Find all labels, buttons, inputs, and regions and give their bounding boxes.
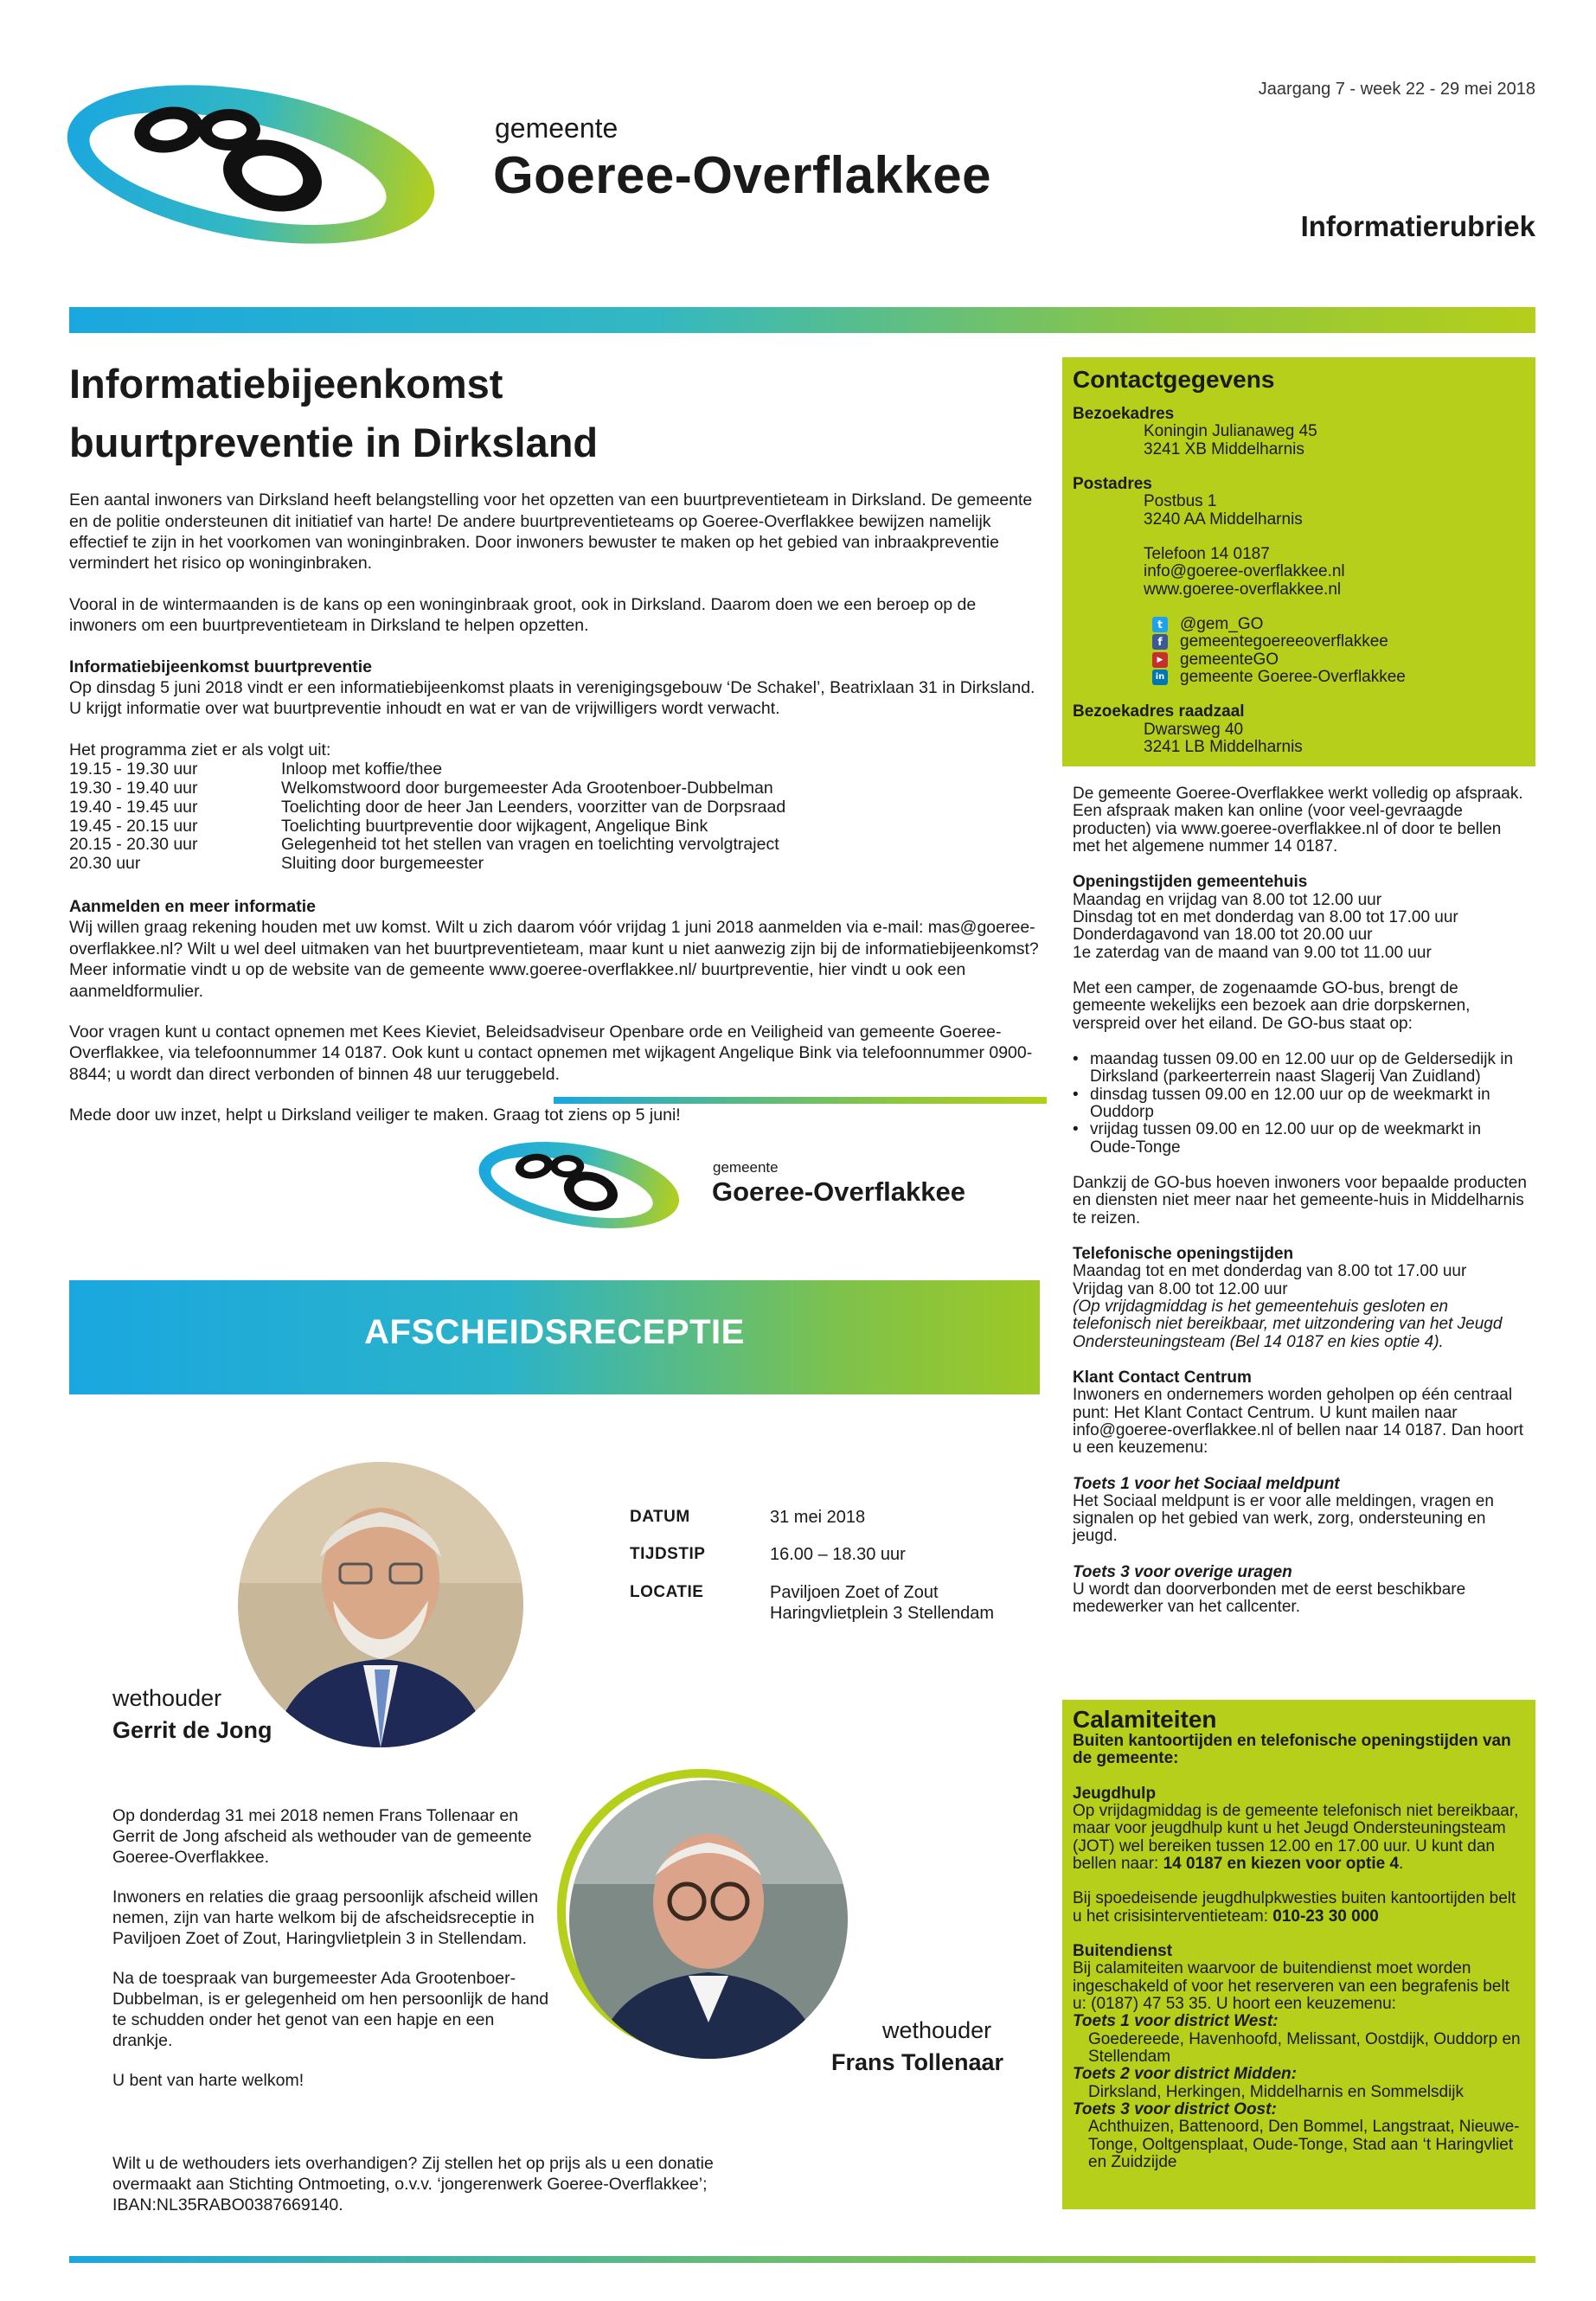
donation-note: Wilt u de wethouders iets overhandigen? Zij stellen het op prijs als u een donatie overmaakt aan Stichting Ontmoeting, o.v.v. ‘jongerenwerk Goeree-Overflakkee’; IBAN:NL35RABO0387669140.: [112, 2154, 714, 2214]
council-line2: 3241 LB Middelharnis: [1144, 737, 1303, 756]
rubric-title: Informatierubriek: [1300, 210, 1535, 242]
article-title-line2: buurtpreventie in Dirksland: [69, 420, 599, 466]
toets3-text: U wordt dan doorverbonden met de eerst beschikbare medewerker van het callcenter.: [1073, 1580, 1466, 1617]
municipality-logo-small: [478, 1138, 685, 1233]
calamities-title: Calamiteiten: [1073, 1706, 1217, 1733]
council-label: Bezoekadres raadzaal: [1073, 702, 1245, 721]
program-time: 20.15 - 20.30 uur: [69, 835, 198, 855]
council-line1: Dwarsweg 40: [1144, 720, 1244, 739]
sidebar-appointment: De gemeente Goeree-Overflakkee werkt volledig op afspraak. Een afspraak maken kan online (voor veel-gevraagde producten) via www.goeree-overflakkee.nl of door te bellen met het algemene nummer 14 0187.: [1073, 785, 1523, 856]
toets1-text: Het Sociaal meldpunt is er voor alle meldingen, vragen en signalen op het gebied van werk, zorg, ondersteuning en jeugd.: [1073, 1491, 1494, 1546]
toets1-label: Toets 1 voor het Sociaal meldpunt: [1073, 1474, 1340, 1493]
person2-name: Frans Tollenaar: [831, 2049, 1004, 2075]
social-linkedin-text: gemeente Goeree-Overflakkee: [1180, 667, 1406, 686]
bus-stop-list: [1073, 1051, 1527, 1157]
program-desc: Welkomstwoord door burgemeester Ada Grootenboer-Dubbelman: [281, 778, 773, 798]
event-row: [630, 1507, 994, 1544]
event-key: DATUM: [630, 1508, 690, 1526]
event-value: 16.00 – 18.30 uur: [770, 1545, 906, 1565]
farewell-banner: [69, 1280, 1040, 1394]
social-youtube[interactable]: [1073, 651, 1523, 669]
farewell-paragraph: U bent van harte welkom!: [112, 2070, 304, 2090]
program-intro: Het programma ziet er als volgt uit:: [69, 740, 331, 760]
farewell-paragraph: Na de toespraak van burgemeester Ada Grootenboer-Dubbelman, is er gelegenheid om hen persoonlijk de hand te schudden onder het genot van een hapje en een drankje.: [112, 1968, 549, 2050]
district-label: Toets 2 voor district Midden:: [1073, 2065, 1297, 2084]
district-label: Toets 1 voor district West:: [1073, 2012, 1279, 2031]
event-row: [630, 1544, 994, 1581]
district-places: Achthuizen, Battenoord, Den Bommel, Langstraat, Nieuwe-Tonge, Ooltgensplaat, Oude-Tonge, Stad aan ‘t Haringvliet en Zuidzijde: [1088, 2118, 1520, 2171]
social-linkedin[interactable]: [1073, 669, 1523, 686]
toets3-label: Toets 3 voor overige uragen: [1073, 1562, 1292, 1581]
program-row: [69, 817, 1040, 836]
article-paragraph: Wij willen graag rekening houden met uw komst. Wilt u zich daarom vóór vrijdag 1 juni 2018 aanmelden via e-mail: mas@goeree-overflakkee.nl? Wilt u wel deel uitmaken van het buurtpreventieteam, maar kunt u niet aanwezig zijn bij de informatiebijeenkomst? Meer informatie vindt u op de website van de gemeente www.goeree-overflakkee.nl/ buurtpreventie, hier vindt u ook een aanmeldformulier.: [69, 918, 1039, 1001]
program-time: 19.30 - 19.40 uur: [69, 778, 198, 798]
urgent-phone: 010-23 30 000: [1272, 1907, 1379, 1926]
program-row: [69, 798, 1040, 817]
kcc-label: Klant Contact Centrum: [1073, 1368, 1252, 1387]
event-details: [630, 1507, 994, 1641]
sidebar-info: [1073, 785, 1527, 1617]
farewell-banner-title: AFSCHEIDSRECEPTIE: [364, 1313, 745, 1351]
post-label: Postadres: [1073, 474, 1152, 493]
program-row: [69, 836, 1040, 855]
top-gradient-bar: [69, 307, 1535, 333]
person1-name: Gerrit de Jong: [112, 1717, 272, 1743]
contact-website[interactable]: www.goeree-overflakkee.nl: [1144, 580, 1342, 599]
phone-hours-line: Vrijdag van 8.00 tot 12.00 uur: [1073, 1279, 1288, 1298]
event-key: TIJDSTIP: [630, 1545, 706, 1564]
youtube-icon: ▶: [1152, 652, 1168, 668]
calamities-box: [1062, 1700, 1535, 2209]
hours-line: Donderdagavond van 18.00 tot 20.00 uur: [1073, 926, 1373, 945]
contact-phone: Telefoon 14 0187: [1144, 544, 1270, 563]
kcc-text: Inwoners en ondernemers worden geholpen op één centraal punt: Het Klant Contact Centrum. U kunt mailen naar info@goeree-overflakkee.nl of bellen naar 14 0187. Dan hoort u een keuzemenu:: [1073, 1386, 1524, 1458]
youth-text: Op vrijdagmiddag is de gemeente telefonisch niet bereikbaar, maar voor jeugdhulp kunt u het Jeugd Ondersteuningsteam (JOT) wel bereiken tussen 12.00 en 17.00 uur. U kunt dan bellen naar: 14 0187 en kiezen voor optie 4.: [1073, 1801, 1519, 1873]
article-subheading: Informatiebijeenkomst buurtpreventie: [69, 657, 372, 676]
municipality-logo: [65, 82, 445, 247]
program-desc: Toelichting door de heer Jan Leenders, voorzitter van de Dorpsraad: [281, 797, 786, 817]
portrait-frans-tollenaar: [569, 1780, 848, 2059]
outdoor-label: Buitendienst: [1073, 1941, 1173, 1960]
calamities-subtitle: Buiten kantoortijden en telefonische openingstijden van de gemeente:: [1073, 1731, 1511, 1768]
program-time: 19.45 - 20.15 uur: [69, 816, 198, 836]
district-places: Goedereede, Havenhoofd, Melissant, Oostdijk, Ouddorp en Stellendam: [1088, 2029, 1521, 2066]
social-twitter[interactable]: [1073, 616, 1523, 633]
portrait-gerrit-de-jong: [238, 1462, 523, 1747]
issue-line: Jaargang 7 - week 22 - 29 mei 2018: [1258, 80, 1535, 99]
program-time: 19.40 - 19.45 uur: [69, 797, 198, 817]
program-time: 19.15 - 19.30 uur: [69, 760, 198, 779]
sidebar-bus2: Dankzij de GO-bus hoeven inwoners voor bepaalde producten en diensten niet meer naar het gemeente-huis in Middelharnis te reizen.: [1073, 1173, 1527, 1227]
article-paragraph: Mede door uw inzet, helpt u Dirksland veiliger te maken. Graag tot ziens op 5 juni!: [69, 1106, 681, 1125]
photo-gerrit-de-jong: [238, 1462, 523, 1747]
district-places: Dirksland, Herkingen, Middelharnis en Sommelsdijk: [1088, 2082, 1465, 2101]
program-desc: Toelichting buurtpreventie door wijkagent, Angelique Bink: [281, 816, 708, 836]
twitter-icon: t: [1152, 617, 1168, 632]
program-desc: Sluiting door burgemeester: [281, 854, 484, 874]
hours-line: 1e zaterdag van de maand van 9.00 tot 11.00 uur: [1073, 943, 1432, 962]
visit-line1: Koningin Julianaweg 45: [1144, 422, 1317, 441]
outdoor-text: Bij calamiteiten waarvoor de buitendienst moet worden ingeschakeld of voor het reserveren van een begrafenis belt u: (0187) 47 53 35. U hoort een keuzemenu:: [1073, 1959, 1509, 2013]
article-paragraph: Voor vragen kunt u contact opnemen met Kees Kieviet, Beleidsadviseur Openbare orde en Veiligheid van gemeente Goeree-Overflakkee, via telefoonnummer 14 0187. Ook kunt u contact opnemen met wijkagent Angelique Bink via telefoonnummer 0900-8844; u wordt dan direct verbonden of binnen 48 uur teruggebeld.: [69, 1022, 1033, 1084]
program-row: [69, 855, 1040, 874]
event-value: 31 mei 2018: [770, 1508, 866, 1527]
person1-role: wethouder: [112, 1685, 222, 1711]
sidebar-bus: Met een camper, de zogenaamde GO-bus, brengt de gemeente wekelijks een bezoek aan drie dorpskernen, verspreid over het eiland. De GO-bus staat op:: [1073, 978, 1471, 1033]
hours-line: Maandag en vrijdag van 8.00 tot 12.00 uur: [1073, 890, 1382, 909]
farewell-paragraph: Op donderdag 31 mei 2018 nemen Frans Tollenaar en Gerrit de Jong afscheid als wethouder van de gemeente Goeree-Overflakkee.: [112, 1806, 532, 1867]
brand-gemeente-label: gemeente: [495, 112, 619, 144]
bus-stop: • vrijdag tussen 09.00 en 12.00 uur op de weekmarkt in Oude-Tonge: [1073, 1121, 1527, 1157]
visit-label: Bezoekadres: [1073, 405, 1175, 423]
program-row: [69, 779, 1040, 798]
program-desc: Gelegenheid tot het stellen van vragen en toelichting vervolgtraject: [281, 835, 779, 855]
farewell-text: [112, 1806, 554, 2111]
contact-title: Contactgegevens: [1073, 366, 1275, 393]
event-value-line1: Paviljoen Zoet of Zout: [770, 1582, 939, 1602]
social-facebook-text: gemeentegoereeoverflakkee: [1180, 632, 1388, 651]
article-title-line1: Informatiebijeenkomst: [69, 361, 503, 407]
contact-box: [1062, 357, 1535, 766]
event-key: LOCATIE: [630, 1582, 704, 1601]
urgent-text: [1073, 1890, 1523, 1926]
social-facebook[interactable]: [1073, 633, 1523, 651]
program-time: 20.30 uur: [69, 854, 141, 874]
linkedin-icon: in: [1152, 670, 1168, 685]
person2-role: wethouder: [882, 2017, 992, 2043]
bus-stop: • maandag tussen 09.00 en 12.00 uur op de Geldersedijk in Dirksland (parkeerterrein naast Slagerij Van Zuidland): [1073, 1051, 1527, 1086]
youth-text-body: Op vrijdagmiddag is de gemeente telefonisch niet bereikbaar, maar voor jeugdhulp kunt u het Jeugd Ondersteuningsteam (JOT) wel bereiken tussen 12.00 en 17.00 uur. U kunt dan bellen naar:: [1073, 1801, 1519, 1873]
article-title: [69, 355, 1040, 472]
post-line1: Postbus 1: [1144, 492, 1217, 511]
event-row: [630, 1582, 994, 1641]
visit-line2: 3241 XB Middelharnis: [1144, 439, 1304, 458]
article-paragraph: Een aantal inwoners van Dirksland heeft belangstelling voor het opzetten van een buurtpreventieteam in Dirksland. De gemeente en de politie ondersteunen dit initiatief van harte! De andere buurtpreventieteams op Goeree-Overflakkee bewijzen namelijk effectief te zijn in het voorkomen van woninginbraken. Door inwoners bewuster te maken op het gebied van inbraakpreventie vermindert het risico op woninginbraken.: [69, 490, 1033, 574]
hours-line: Dinsdag tot en met donderdag van 8.00 tot 17.00 uur: [1073, 907, 1458, 926]
photo-frans-tollenaar: [569, 1780, 848, 2059]
youth-call: 14 0187 en kiezen voor optie 4: [1163, 1854, 1400, 1873]
urgent-text-body: Bij spoedeisende jeugdhulpkwesties buiten kantoortijden belt u het crisisinterventieteam:: [1073, 1889, 1516, 1926]
article-buurtpreventie: [69, 355, 1040, 1145]
bottom-gradient-bar: [69, 2256, 1535, 2263]
brand-small-name: Goeree-Overflakkee: [712, 1176, 965, 1207]
facebook-icon: f: [1152, 634, 1168, 650]
district-label: Toets 3 voor district Oost:: [1073, 2099, 1277, 2118]
farewell-paragraph: Inwoners en relaties die graag persoonlijk afscheid willen nemen, zijn van harte welkom bij de afscheidsreceptie in Paviljoen Zoet of Zout, Haringvlietplein 3 in Stellendam.: [112, 1887, 539, 1948]
article-paragraph: Op dinsdag 5 juni 2018 vindt er een informatiebijeenkomst plaats in verenigingsgebouw ‘De Schakel’, Beatrixlaan 31 in Dirksland. U krijgt informatie over wat buurtpreventie inhoudt en wat er van de vrijwilligers wordt verwacht.: [69, 677, 1035, 719]
phone-hours-label: Telefonische openingstijden: [1073, 1244, 1294, 1263]
article-paragraph: Vooral in de wintermaanden is de kans op een woninginbraak groot, ook in Dirksland. Daarom doen we een beroep op de inwoners om een buurtpreventieteam in Dirksland te helpen opzetten.: [69, 594, 977, 636]
bus-stop: • dinsdag tussen 09.00 en 12.00 uur op de weekmarkt in Ouddorp: [1073, 1086, 1527, 1122]
program-table: [69, 760, 1040, 874]
post-line2: 3240 AA Middelharnis: [1144, 510, 1303, 529]
youth-label: Jeugdhulp: [1073, 1784, 1157, 1803]
event-value: [770, 1582, 994, 1641]
event-value-line2: Haringvlietplein 3 Stellendam: [770, 1604, 995, 1624]
social-twitter-text: @gem_GO: [1180, 614, 1264, 633]
phone-hours-note: (Op vrijdagmiddag is het gemeentehuis gesloten en telefonisch niet bereikbaar, met uitzondering van het Jeugd Ondersteuningsteam (Bel 14 0187 en kies optie 4).: [1073, 1297, 1503, 1351]
brand-small-gemeente-label: gemeente: [713, 1159, 779, 1176]
hours-label: Openingstijden gemeentehuis: [1073, 873, 1308, 892]
brand-name: Goeree-Overflakkee: [493, 146, 992, 204]
section-divider: [554, 1097, 1047, 1104]
contact-email[interactable]: info@goeree-overflakkee.nl: [1144, 562, 1345, 581]
social-youtube-text: gemeenteGO: [1180, 650, 1279, 669]
program-desc: Inloop met koffie/thee: [281, 760, 443, 779]
program-row: [69, 760, 1040, 779]
article-subheading: Aanmelden en meer informatie: [69, 897, 316, 916]
phone-hours-line: Maandag tot en met donderdag van 8.00 tot 17.00 uur: [1073, 1262, 1467, 1281]
